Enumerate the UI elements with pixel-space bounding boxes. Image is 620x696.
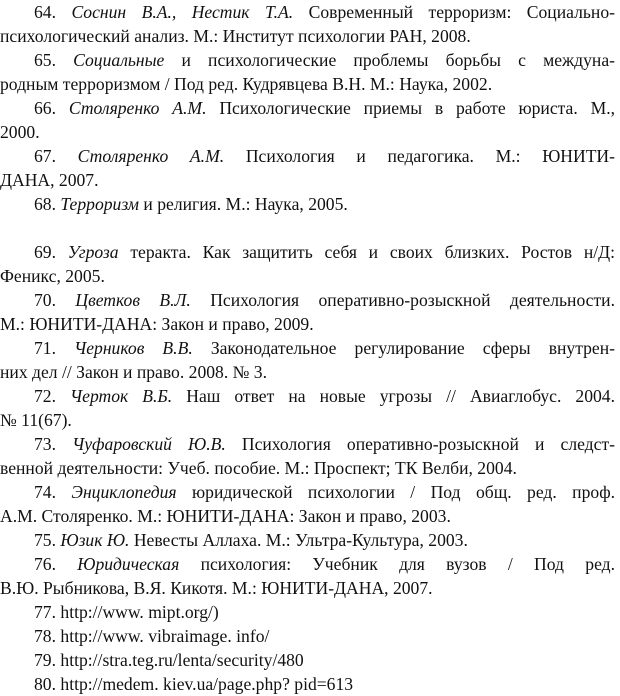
reference-text-continued: Феникс, 2005. bbox=[0, 266, 105, 286]
reference-line bbox=[0, 648, 615, 672]
reference-url[interactable]: http://medem. kiev.ua/page.php? pid=613 bbox=[60, 674, 354, 694]
reference-text-continued: М.: ЮНИТИ-ДАНА: Закон и право, 2009. bbox=[0, 314, 314, 334]
reference-text-continued: психологический анализ. М.: Институт психологии РАН, 2008. bbox=[0, 26, 471, 46]
reference-text: юридической психологии / Под общ. ред. проф. bbox=[192, 482, 615, 502]
reference-entry bbox=[0, 672, 615, 696]
reference-line bbox=[0, 432, 615, 456]
reference-number: 69. bbox=[34, 242, 56, 262]
reference-line bbox=[0, 144, 615, 168]
reference-author: Энциклопедия bbox=[71, 482, 177, 502]
reference-number: 68. bbox=[34, 194, 56, 214]
reference-text: Невесты Аллаха. М.: Ультра-Культура, 2003. bbox=[133, 530, 468, 550]
reference-text: Современный терроризм: Социально- bbox=[308, 2, 615, 22]
reference-text-continued: ДАНА, 2007. bbox=[0, 170, 99, 190]
reference-author: Черников В.В. bbox=[74, 338, 193, 358]
reference-number: 74. bbox=[34, 482, 56, 502]
reference-line bbox=[0, 600, 615, 624]
reference-entry bbox=[0, 624, 615, 648]
reference-author: Столяренко А.М. bbox=[77, 146, 225, 166]
reference-number: 66. bbox=[34, 98, 56, 118]
reference-number: 71. bbox=[34, 338, 56, 358]
reference-text-continued: родным терроризмом / Под ред. Кудрявцева В.Н. М.: Наука, 2002. bbox=[0, 74, 493, 94]
reference-text: Законодательное регулирование сферы внутрен- bbox=[210, 338, 615, 358]
reference-line bbox=[0, 96, 615, 120]
reference-author: Чуфаровский Ю.В. bbox=[72, 434, 226, 454]
reference-author: Угроза bbox=[67, 242, 119, 262]
reference-number: 77. bbox=[34, 602, 56, 622]
reference-text-continued: них дел // Закон и право. 2008. № 3. bbox=[0, 362, 268, 382]
reference-text: Психология оперативно-розыскной и следст- bbox=[241, 434, 615, 454]
reference-entry bbox=[0, 600, 615, 624]
reference-line bbox=[0, 672, 615, 696]
reference-number: 67. bbox=[34, 146, 56, 166]
reference-number: 64. bbox=[34, 2, 56, 22]
reference-text: теракта. Как защитить себя и своих близких. Ростов н/Д: bbox=[130, 242, 615, 262]
reference-number: 75. bbox=[34, 530, 56, 550]
reference-line bbox=[0, 288, 615, 312]
reference-author: Черток В.Б. bbox=[70, 386, 173, 406]
reference-line bbox=[0, 552, 615, 576]
reference-line bbox=[0, 336, 615, 360]
reference-entry bbox=[0, 480, 615, 528]
reference-entry bbox=[0, 528, 615, 552]
reference-text: Наш ответ на новые угрозы // Авиаглобус. 2004. bbox=[186, 386, 615, 406]
reference-line bbox=[0, 624, 615, 648]
reference-line bbox=[0, 0, 615, 24]
reference-author: Социальные bbox=[73, 50, 165, 70]
reference-text-continued: В.Ю. Рыбникова, В.Я. Кикотя. М.: ЮНИТИ-ДАНА, 2007. bbox=[0, 578, 433, 598]
reference-number: 73. bbox=[34, 434, 56, 454]
reference-author: Юзик Ю. bbox=[60, 530, 130, 550]
reference-author: Цветков В.Л. bbox=[75, 290, 191, 310]
reference-text-continued: 2000. bbox=[0, 122, 40, 142]
reference-number: 78. bbox=[34, 626, 56, 646]
reference-line bbox=[0, 480, 615, 504]
reference-entry bbox=[0, 192, 615, 216]
reference-url[interactable]: http://www. vibraimage. info/ bbox=[60, 626, 270, 646]
reference-entry bbox=[0, 432, 615, 480]
reference-line bbox=[0, 384, 615, 408]
reference-entry bbox=[0, 648, 615, 672]
reference-number: 80. bbox=[34, 674, 56, 694]
reference-text: и психологические проблемы борьбы с междуна- bbox=[181, 50, 615, 70]
reference-entry bbox=[0, 240, 615, 288]
reference-number: 65. bbox=[34, 50, 56, 70]
reference-line bbox=[0, 528, 615, 552]
reference-author: Столяренко А.М. bbox=[68, 98, 207, 118]
reference-number: 72. bbox=[34, 386, 56, 406]
reference-text: Психологические приемы в работе юриста. М., bbox=[219, 98, 615, 118]
reference-line bbox=[0, 240, 615, 264]
reference-text-continued: № 11(67). bbox=[0, 410, 72, 430]
reference-text: Психология и педагогика. М.: ЮНИТИ- bbox=[245, 146, 615, 166]
reference-line bbox=[0, 192, 615, 216]
reference-entry bbox=[0, 288, 615, 336]
reference-number: 79. bbox=[34, 650, 56, 670]
reference-entry bbox=[0, 336, 615, 384]
reference-text: психология: Учебник для вузов / Под ред. bbox=[200, 554, 615, 574]
reference-number: 76. bbox=[34, 554, 56, 574]
reference-text: Психология оперативно-розыскной деятельности. bbox=[210, 290, 615, 310]
reference-entry bbox=[0, 48, 615, 96]
reference-author: Юридическая bbox=[77, 554, 180, 574]
reference-number: 70. bbox=[34, 290, 56, 310]
reference-text-continued: венной деятельности: Учеб. пособие. М.: Проспект; ТК Велби, 2004. bbox=[0, 458, 517, 478]
reference-text-continued: А.М. Столяренко. М.: ЮНИТИ-ДАНА: Закон и право, 2003. bbox=[0, 506, 451, 526]
reference-text: и религия. М.: Наука, 2005. bbox=[143, 194, 348, 214]
reference-url[interactable]: http://www. mipt.org/) bbox=[60, 602, 219, 622]
reference-entry bbox=[0, 552, 615, 600]
reference-author: Соснин В.А., Нестик Т.А. bbox=[71, 2, 294, 22]
reference-entry bbox=[0, 384, 615, 432]
reference-url[interactable]: http://stra.teg.ru/lenta/security/480 bbox=[60, 650, 304, 670]
reference-entry bbox=[0, 144, 615, 192]
reference-author: Терроризм bbox=[60, 194, 140, 214]
reference-entry bbox=[0, 0, 615, 48]
reference-line bbox=[0, 48, 615, 72]
reference-entry bbox=[0, 96, 615, 144]
